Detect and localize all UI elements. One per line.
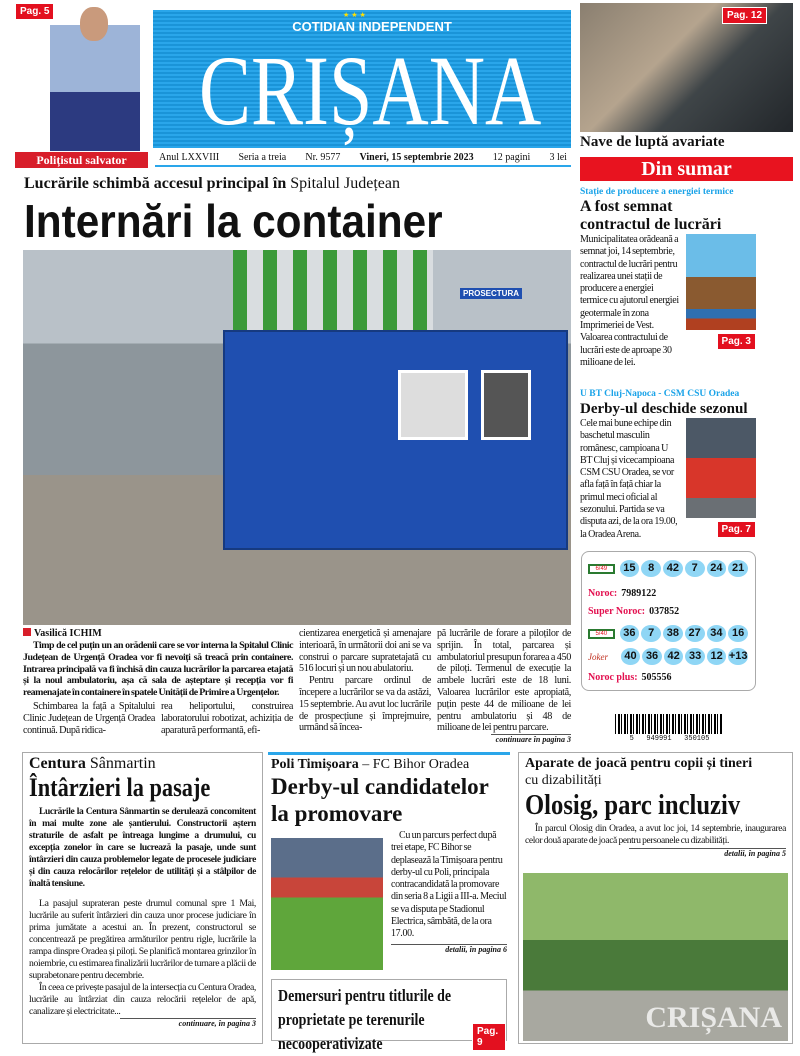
article-paragraph: Schimbarea la față a Spitalului Clinic Județean de Urgență Oradea continuă. După ridica- — [23, 700, 155, 736]
lottery-ball: 38 — [663, 625, 683, 642]
lottery-ball: 42 — [664, 648, 684, 665]
lottery-ball: 40 — [621, 648, 641, 665]
noroc-label: Noroc: — [588, 588, 618, 599]
kicker-light: Spitalul Județean — [290, 175, 400, 192]
lottery-results — [581, 551, 756, 691]
lotto-540-row — [588, 625, 749, 642]
super-noroc-label: Super Noroc: — [588, 606, 646, 617]
main-article — [23, 628, 571, 744]
lottery-ball: 27 — [685, 625, 705, 642]
masthead — [153, 10, 571, 148]
issue-price: 3 lei — [549, 152, 567, 163]
lottery-ball: 24 — [707, 560, 727, 577]
sidebar-figure — [686, 234, 756, 352]
article-paragraph: La pasajul suprateran peste drumul comunal spre 1 Mai, lucrările au suferit întârzieri din cauza unor procese judiciare în prima jumătate a acestui an. În prezent, constructorul se concentrează pe pregătirea armăturilor pentru rigle, lucrările la rampa dinspre Oradea și piloți. Se planifică montarea grinzilor în noiembrie, cu estimarea finalizării lucrărilor de turnare a plăcii de suprabetonare pentru decembrie. — [29, 898, 256, 981]
newspaper-watermark: CRIȘANA — [645, 1001, 782, 1034]
blue-container — [223, 330, 568, 550]
article-paragraph: pă lucrările de forare a piloților de sprijin. În total, parcarea și ambulatoriul presupun forarea a 450 de piloți. Termenul de execuție la ambele lucrări este de 18 luni. Valoarea lucrărilor este apropiată, puțin peste 44 de milioane de lei pentru ambulatoriu și 48 de milioane de lei pentru parcare. — [437, 628, 571, 734]
police-officer-photo[interactable] — [50, 3, 140, 151]
lottery-ball: 21 — [728, 560, 748, 577]
sidebar-kicker: U BT Cluj-Napoca - CSM CSU Oradea — [580, 389, 740, 399]
barcode-digits: 5 949991 350105 — [612, 735, 727, 744]
container-window — [398, 370, 468, 440]
article-derby[interactable] — [268, 752, 510, 972]
lottery-ball: 34 — [707, 625, 727, 642]
sidebar-item[interactable] — [580, 186, 756, 369]
green-building — [233, 250, 433, 340]
kicker-bold: Centura — [29, 755, 86, 772]
continued-link[interactable]: detalii, în pagina 5 — [629, 848, 786, 858]
issue-pages: 12 pagini — [492, 152, 531, 163]
main-kicker — [24, 174, 400, 193]
sidebar-kicker: Stație de producere a energiei termice — [580, 187, 734, 197]
noroc-plus-value: 505556 — [641, 672, 672, 683]
kicker-light: Sânmartin — [89, 755, 156, 772]
barcode — [615, 714, 723, 734]
kicker-bold: Lucrările schimbă accesul principal în — [24, 175, 287, 192]
article-lead: Lucrările la Centura Sânmartin se derulează concomitent în mai multe zone ale șantierului. Constructorii aștern straturile de asfalt pe întreaga lungime a drumului, cu excepția zonelor în care se lucrează la pasaje, unde sunt întârzieri din cauza problemelor legate de procesele judiciare și din cauza relocărilor rețelelor de utilități și a stâlpilor de înaltă tensiune. — [29, 807, 256, 889]
article-headline — [29, 773, 256, 803]
teaser-headline[interactable]: Nave de luptă avariate — [580, 134, 725, 150]
page-badge[interactable]: Pag. 3 — [717, 333, 756, 350]
summary-header: Din sumar — [580, 157, 793, 181]
lottery-ball: 36 — [620, 625, 640, 642]
lotto-540-logo: 5/40 — [588, 629, 615, 639]
lotto-649-row — [588, 560, 749, 577]
sidebar-headline: Derby-ul deschide sezonul — [580, 401, 748, 417]
main-headline[interactable] — [24, 195, 572, 247]
page-badge[interactable]: Pag. 12 — [722, 7, 767, 24]
article-paragraph: Pentru parcare ordinul de începere a lucrărilor se va da astăzi, 15 septembrie. Au avut loc lucrările de prospecțiune și împrejmuire, urmând să încea- — [299, 675, 431, 734]
lottery-ball: 16 — [728, 625, 748, 642]
page-badge[interactable]: Pag. 7 — [717, 521, 756, 538]
kicker-light: cu dizabilități — [525, 773, 602, 788]
kicker-bold: Aparate de joacă pentru copii și tineri — [525, 756, 753, 771]
noroc-value: 7989122 — [621, 588, 657, 599]
kicker-light: – FC Bihor Oradea — [362, 757, 470, 772]
issue-series: Seria a treia — [238, 152, 287, 163]
lottery-ball: 15 — [620, 560, 640, 577]
article-body: În parcul Olosig din Oradea, a avut loc joi, 14 septembrie, inaugurarea celor două aparate de joacă pentru persoanele cu dizabilități. — [525, 824, 786, 847]
geothermal-illustration — [686, 234, 756, 330]
eu-stars-icon: ★★★ — [343, 11, 368, 19]
noroc-result — [588, 583, 749, 601]
continued-link[interactable]: continuare în pagina 3 — [491, 734, 571, 744]
article-olosig[interactable] — [518, 752, 793, 1044]
article-body: Cu un parcurs perfect după trei etape, FC Bihor se deplasează la Timișoara pentru derby-ul cu Poli, principala contracandidată la promovare din seria 8 a Ligii a III-a. Meciul se va disputa pe Stadionul Electrica, sâmbătă, de la ora 17.00. — [391, 830, 507, 940]
issue-date: Vineri, 15 septembrie 2023 — [359, 152, 474, 163]
lottery-ball: 12 — [707, 648, 727, 665]
article-lead: Timp de cel puțin un an orădenii care se vor interna la Spitalul Clinic Județean de Urgență Oradea vor fi nevoiți să treacă prin containere. Intrarea principală va fi închisă din cauza lucrărilor la parcarea etajată și la noul ambulatoriu, așa că sala de așteptare și recepția vor fi reamenajate în containere în spatele Unității de Primire a Urgențelor. — [23, 640, 293, 699]
lottery-ball: 33 — [685, 648, 705, 665]
headline-text: Internări la container — [24, 195, 443, 247]
sidebar-figure — [686, 418, 756, 540]
page-badge[interactable]: Pag. 9 — [472, 1023, 506, 1051]
lottery-ball: 36 — [642, 648, 662, 665]
super-noroc-value: 037852 — [649, 606, 680, 617]
teaser-caption[interactable]: Polițistul salvator — [15, 152, 148, 168]
author — [23, 628, 293, 640]
sidebar-body: Municipalitatea orădeană a semnat joi, 14 septembrie, contractul de lucrări pentru realizarea unei stații de producere a energiei termice cu ajutorul energiei geotermale în zona Imprimeriei de Vest. Valoarea contractului de lucrări este de aproape 30 milioane de lei. — [580, 234, 679, 368]
issue-number: Nr. 9577 — [305, 152, 341, 163]
article-property-titles[interactable] — [271, 979, 507, 1053]
headline-text: Olosig, parc incluziv — [525, 790, 741, 821]
article-paragraph: cientizarea energetică și amenajare interioară, în următorii doi ani se va construi o parcare supratetajată cu 516 locuri și un nou abulatoriu. — [299, 628, 431, 675]
author-marker — [23, 628, 31, 636]
article-centura[interactable] — [22, 752, 263, 1044]
hospital-container-photo[interactable] — [23, 250, 571, 625]
sidebar-body: Cele mai bune echipe din baschetul masculin românesc, campioana U BT Cluj și vicecampioana CSM CSU Oradea, se vor afla față în față chiar la primul meci oficial al sezonului. Partida se va disputa azi, de la ora 19.00, la Oradea Arena. — [580, 418, 678, 540]
lotto-649-logo: 6/49 — [588, 564, 615, 574]
article-kicker — [525, 755, 755, 789]
page-badge[interactable]: Pag. 5 — [15, 3, 54, 20]
article-kicker — [29, 755, 256, 773]
officer-head — [80, 7, 108, 41]
author-name: Vasilică ICHIM — [34, 628, 102, 639]
container-window — [481, 370, 531, 440]
kicker-bold: Poli Timișoara — [271, 757, 359, 772]
article-headline — [525, 789, 786, 823]
article-paragraph: În ceea ce privește pasajul de la intersecția cu Centura Oradea, lucrările au întârziat din cauza relocării rețelelor de apă, canalizare și electricitate... — [29, 982, 256, 1017]
basketball-photo — [686, 418, 756, 518]
continued-link[interactable]: continuare, în pagina 3 — [120, 1018, 256, 1028]
lottery-ball: 42 — [663, 560, 683, 577]
football-photo — [271, 838, 383, 970]
lottery-ball: +13 — [728, 648, 748, 665]
continued-link[interactable]: detalii, în pagina 6 — [391, 944, 507, 954]
park-photo — [523, 873, 788, 1041]
sidebar-item[interactable] — [580, 388, 756, 541]
super-noroc-result — [588, 601, 749, 619]
joker-logo: Joker — [588, 651, 608, 662]
headline-text: Întârzieri la pasaje — [29, 773, 211, 802]
noroc-plus-result — [588, 667, 749, 685]
article-kicker — [271, 757, 507, 773]
lottery-ball: 7 — [641, 625, 661, 642]
article-headline: Demersuri pentru titlurile de proprietate pe terenurile necooperativizate — [278, 986, 452, 1053]
article-paragraph: rea heliportului, construirea laboratorului robotizat, achiziția de aparatură performantă, efi- — [161, 700, 293, 736]
joker-row — [588, 648, 749, 665]
noroc-plus-label: Noroc plus: — [588, 672, 638, 683]
tagline: COTIDIAN INDEPENDENT — [292, 19, 452, 34]
newspaper-title: CRIȘANA — [198, 35, 542, 146]
prosectura-sign: PROSECTURA — [460, 288, 522, 299]
lottery-ball: 8 — [641, 560, 661, 577]
issue-info-bar — [155, 150, 571, 167]
sidebar-headline: A fost semnat contractul de lucrări — [580, 198, 722, 233]
issue-year: Anul LXXVIII — [159, 152, 220, 163]
lottery-ball: 7 — [685, 560, 705, 577]
article-headline: Derby-ul candidatelor la promovare — [271, 774, 489, 826]
